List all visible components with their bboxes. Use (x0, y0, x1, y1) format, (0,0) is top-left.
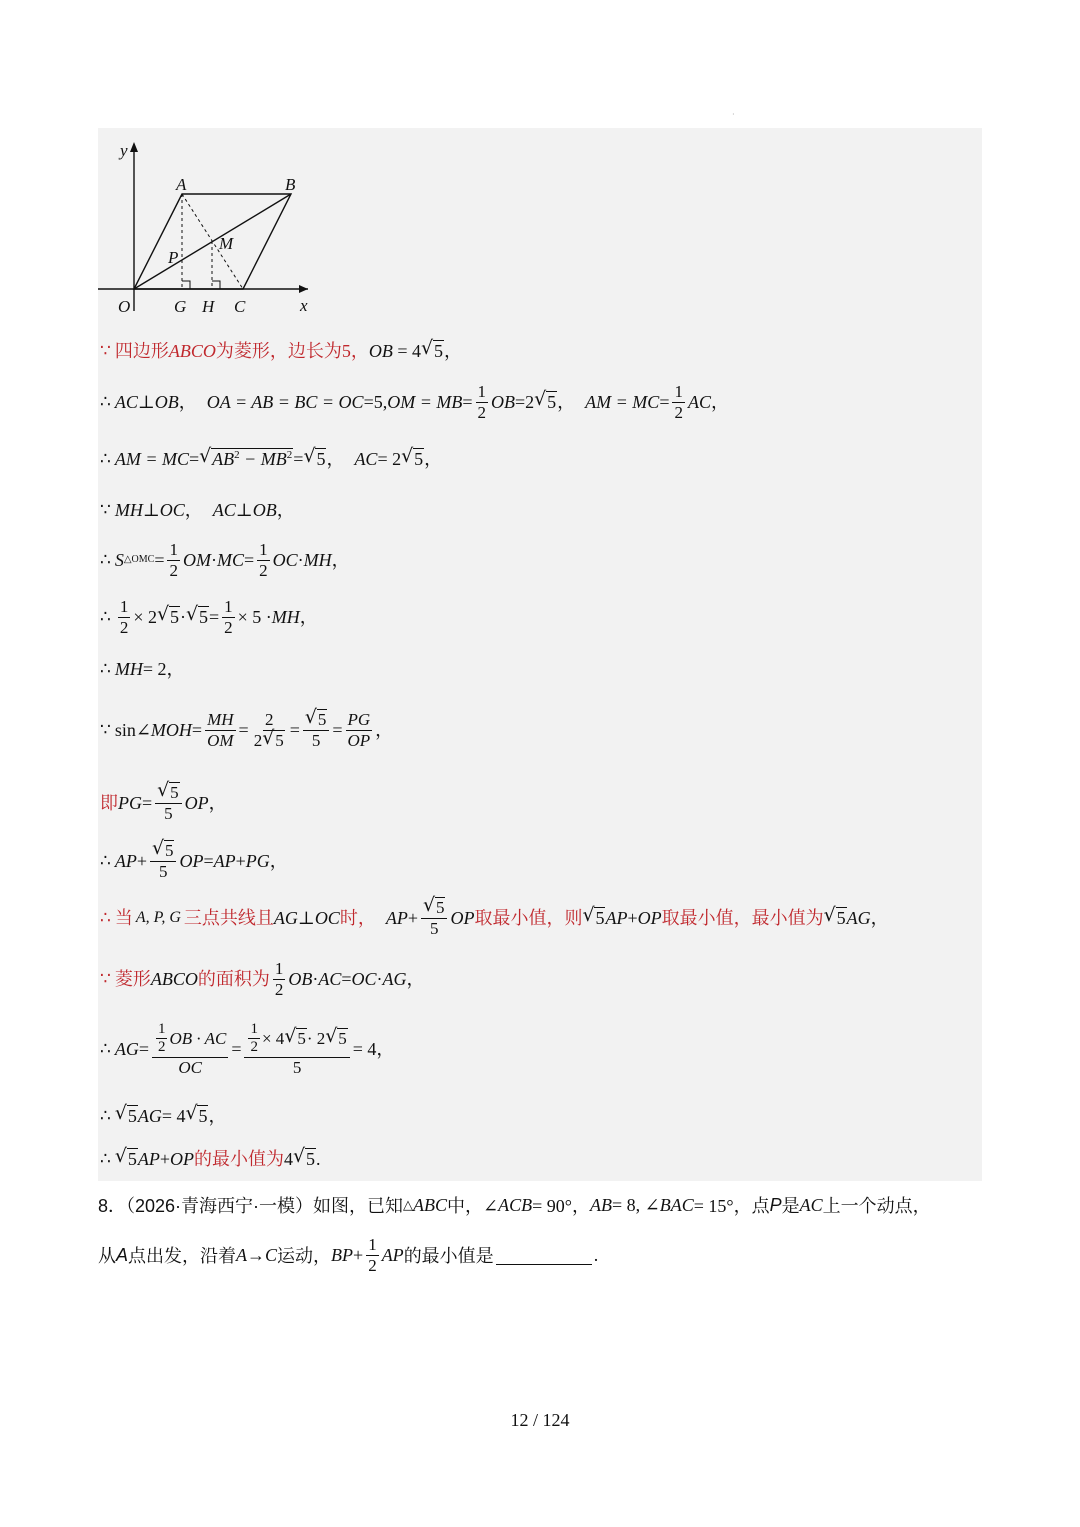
step-line-15: ∴ √ 5 AP + OP 的最小值为 4 √ 5 . (100, 1150, 320, 1168)
corner-mark: · (732, 110, 735, 119)
step-line-5: ∴ S △OMC = $\frac{1}{2}$ OM · MC = $\frac{1}{2}$ OC · MH ， (100, 540, 350, 580)
step-line-2: ∴ AC ⊥ OB ， OA = AB = BC = OC =5, OM = MB = $\frac{1}{2}$ OB =2 √ 5 ， AM = MC = $\frac{1}{2}$ AC ， (100, 382, 729, 422)
step-line-6: ∴ $\frac{1}{2}$ × 2 √ 5 · √ 5 = $\frac{1}{2}$ × 5 · MH ， (100, 597, 318, 637)
question-8-line-1: 8．（2026·青海西宁·一模）如图，已知 △ ABC 中，∠ ACB = 90°， AB = 8, ∠ BAC = 15°，点 P 是 AC 上一个动点， (98, 1194, 931, 1216)
x-axis-arrow (299, 285, 308, 293)
step-line-1: ∵ 四边形 ABCO 为菱形，边长为 5 ， OB = 4√ 5， (100, 342, 462, 360)
step-line-3: ∴ AM = MC = √ $AB^2 - MB^2$ = √ 5 ， AC = 2 √ 5 ， (100, 450, 442, 468)
step-line-13: ∴ AG = $\frac{1}{2}$ OB · AC OC = $\frac{1}{2}$ × 4 √ 5 · 2 √ 5 5 = 4 ， (100, 1021, 394, 1077)
step-line-8: ∵ sin∠ MOH = $\frac{MH}{OM}$ = $\frac{2}{2√ 5}$ = √ $\frac{5}{5}$ = $\frac{PG}{OP}$ ， (100, 710, 393, 750)
question-8-line-2: 从 A 点出发，沿着 A → C 运动， BP + $\frac{1}{2}$ AP 的最小值是 . (98, 1235, 599, 1275)
label-m: M (219, 234, 234, 253)
step-line-12: ∵ 菱形 ABCO 的面积为 $\frac{1}{2}$ OB · AC = OC · AG ， (100, 959, 425, 999)
right-angle-g (182, 281, 190, 289)
rhombus-figure (98, 136, 328, 321)
step-line-7: ∴ MH = 2 ， (100, 658, 185, 679)
step-line-11: ∴ 当 A, P, G 三点共线且 AG ⊥ OC 时， AP + √ $\frac{5}{5}$ OP 取最小值，则 √ 5 AP + OP 取最小值，最小值为 √ 5 AG ， (100, 898, 889, 938)
step-line-4: ∵ MH ⊥ OC ， AC ⊥ OB ， (100, 499, 295, 520)
label-g: G (174, 297, 187, 316)
label-p: P (168, 248, 179, 267)
right-angle-h (212, 281, 220, 289)
step-line-14: ∴ √ 5 AG = 4 √ 5 ， (100, 1107, 226, 1125)
step-line-9: 即 PG = √ $\frac{5}{5}$ OP ， (100, 783, 227, 823)
label-a: A (176, 175, 187, 194)
label-b: B (285, 175, 296, 194)
label-c: C (234, 297, 246, 316)
page-number: 12 / 124 (510, 1410, 570, 1430)
step-line-10: ∴ AP + √ $\frac{5}{5}$ OP = AP + PG ， (100, 841, 288, 881)
solution-panel (98, 128, 982, 1181)
label-y: y (120, 141, 128, 160)
answer-blank[interactable] (496, 1246, 592, 1265)
y-axis-arrow (130, 142, 138, 152)
label-o: O (118, 297, 131, 316)
label-x: x (300, 296, 308, 315)
label-h: H (202, 297, 215, 316)
